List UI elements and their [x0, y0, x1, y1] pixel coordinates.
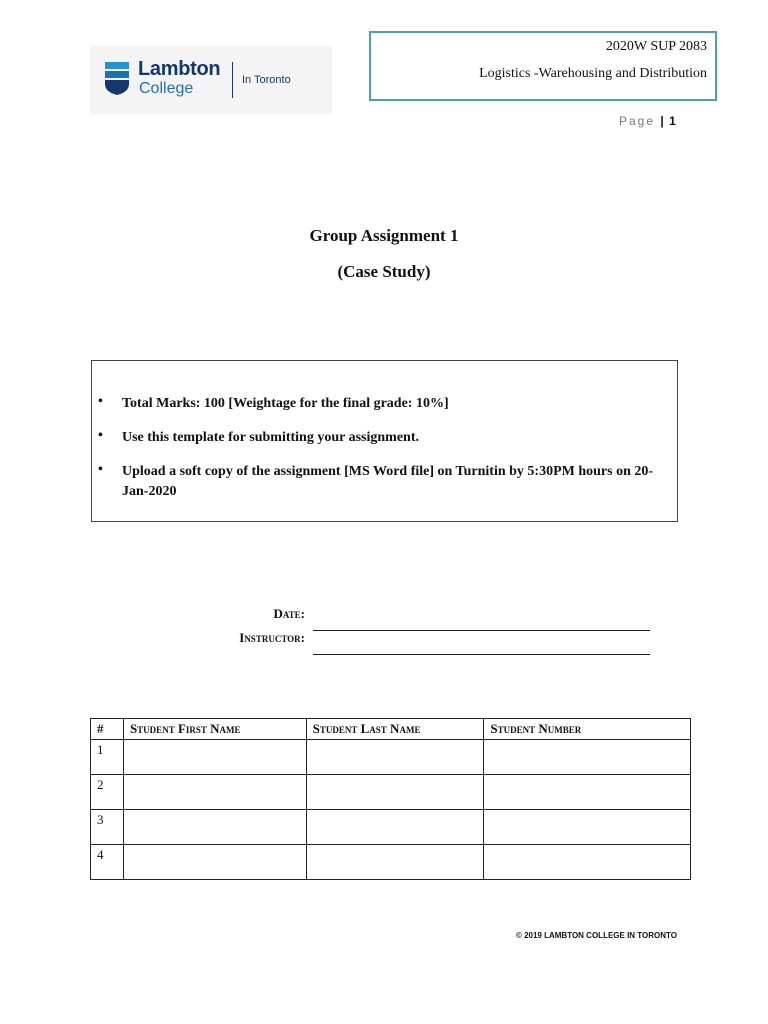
instruction-text: Total Marks: 100 [Weightage for the final grade: 10%]	[122, 396, 449, 411]
date-label: Date:	[273, 606, 305, 621]
instruction-item	[98, 462, 658, 502]
course-name: Logistics -Warehousing and Distribution	[479, 66, 707, 81]
column-header: #	[91, 719, 124, 740]
student-number-cell[interactable]	[484, 740, 691, 775]
page-label: Page	[619, 114, 656, 128]
column-header: Student Number	[484, 719, 691, 740]
bullet-icon: •	[98, 428, 103, 443]
logo-campus: In Toronto	[242, 74, 291, 86]
copyright-footer: © 2019 LAMBTON COLLEGE IN TORONTO	[515, 931, 677, 940]
page-number-value: 1	[669, 114, 676, 128]
last-name-cell[interactable]	[306, 845, 484, 880]
date-field[interactable]	[313, 630, 650, 631]
row-number: 4	[91, 845, 124, 880]
students-table	[90, 718, 691, 880]
instruction-text: Upload a soft copy of the assignment [MS Word file] on Turnitin by 5:30PM hours on 20-Jan-2020	[122, 464, 654, 499]
page-separator: |	[660, 114, 664, 128]
course-code: 2020W SUP 2083	[605, 39, 707, 54]
page-subtitle: (Case Study)	[337, 262, 431, 281]
student-number-cell[interactable]	[484, 810, 691, 845]
table-row	[91, 845, 691, 880]
logo-college: College	[139, 80, 194, 97]
student-number-cell[interactable]	[484, 845, 691, 880]
column-header: Student First Name	[123, 719, 306, 740]
logo-name: Lambton	[138, 58, 221, 80]
first-name-cell[interactable]	[123, 845, 306, 880]
first-name-cell[interactable]	[123, 740, 306, 775]
college-logo	[90, 46, 332, 114]
table-header-row	[91, 719, 691, 740]
row-number: 3	[91, 810, 124, 845]
first-name-cell[interactable]	[123, 775, 306, 810]
bullet-icon: •	[98, 394, 103, 409]
table-row	[91, 775, 691, 810]
last-name-cell[interactable]	[306, 740, 484, 775]
instructor-field[interactable]	[313, 654, 650, 655]
shield-icon	[104, 60, 130, 96]
last-name-cell[interactable]	[306, 810, 484, 845]
instruction-text: Use this template for submitting your assignment.	[122, 430, 419, 445]
column-header: Student Last Name	[306, 719, 484, 740]
page-number	[619, 114, 676, 128]
student-number-cell[interactable]	[484, 775, 691, 810]
bullet-icon: •	[98, 462, 103, 477]
page-title: Group Assignment 1	[309, 226, 459, 245]
last-name-cell[interactable]	[306, 775, 484, 810]
table-row	[91, 740, 691, 775]
row-number: 2	[91, 775, 124, 810]
row-number: 1	[91, 740, 124, 775]
instruction-item	[98, 428, 658, 448]
instructions-box	[91, 360, 678, 522]
instruction-item	[98, 394, 658, 414]
first-name-cell[interactable]	[123, 810, 306, 845]
logo-divider	[232, 62, 233, 98]
instructor-label: Instructor:	[239, 630, 305, 645]
table-row	[91, 810, 691, 845]
course-info-box	[369, 31, 717, 101]
